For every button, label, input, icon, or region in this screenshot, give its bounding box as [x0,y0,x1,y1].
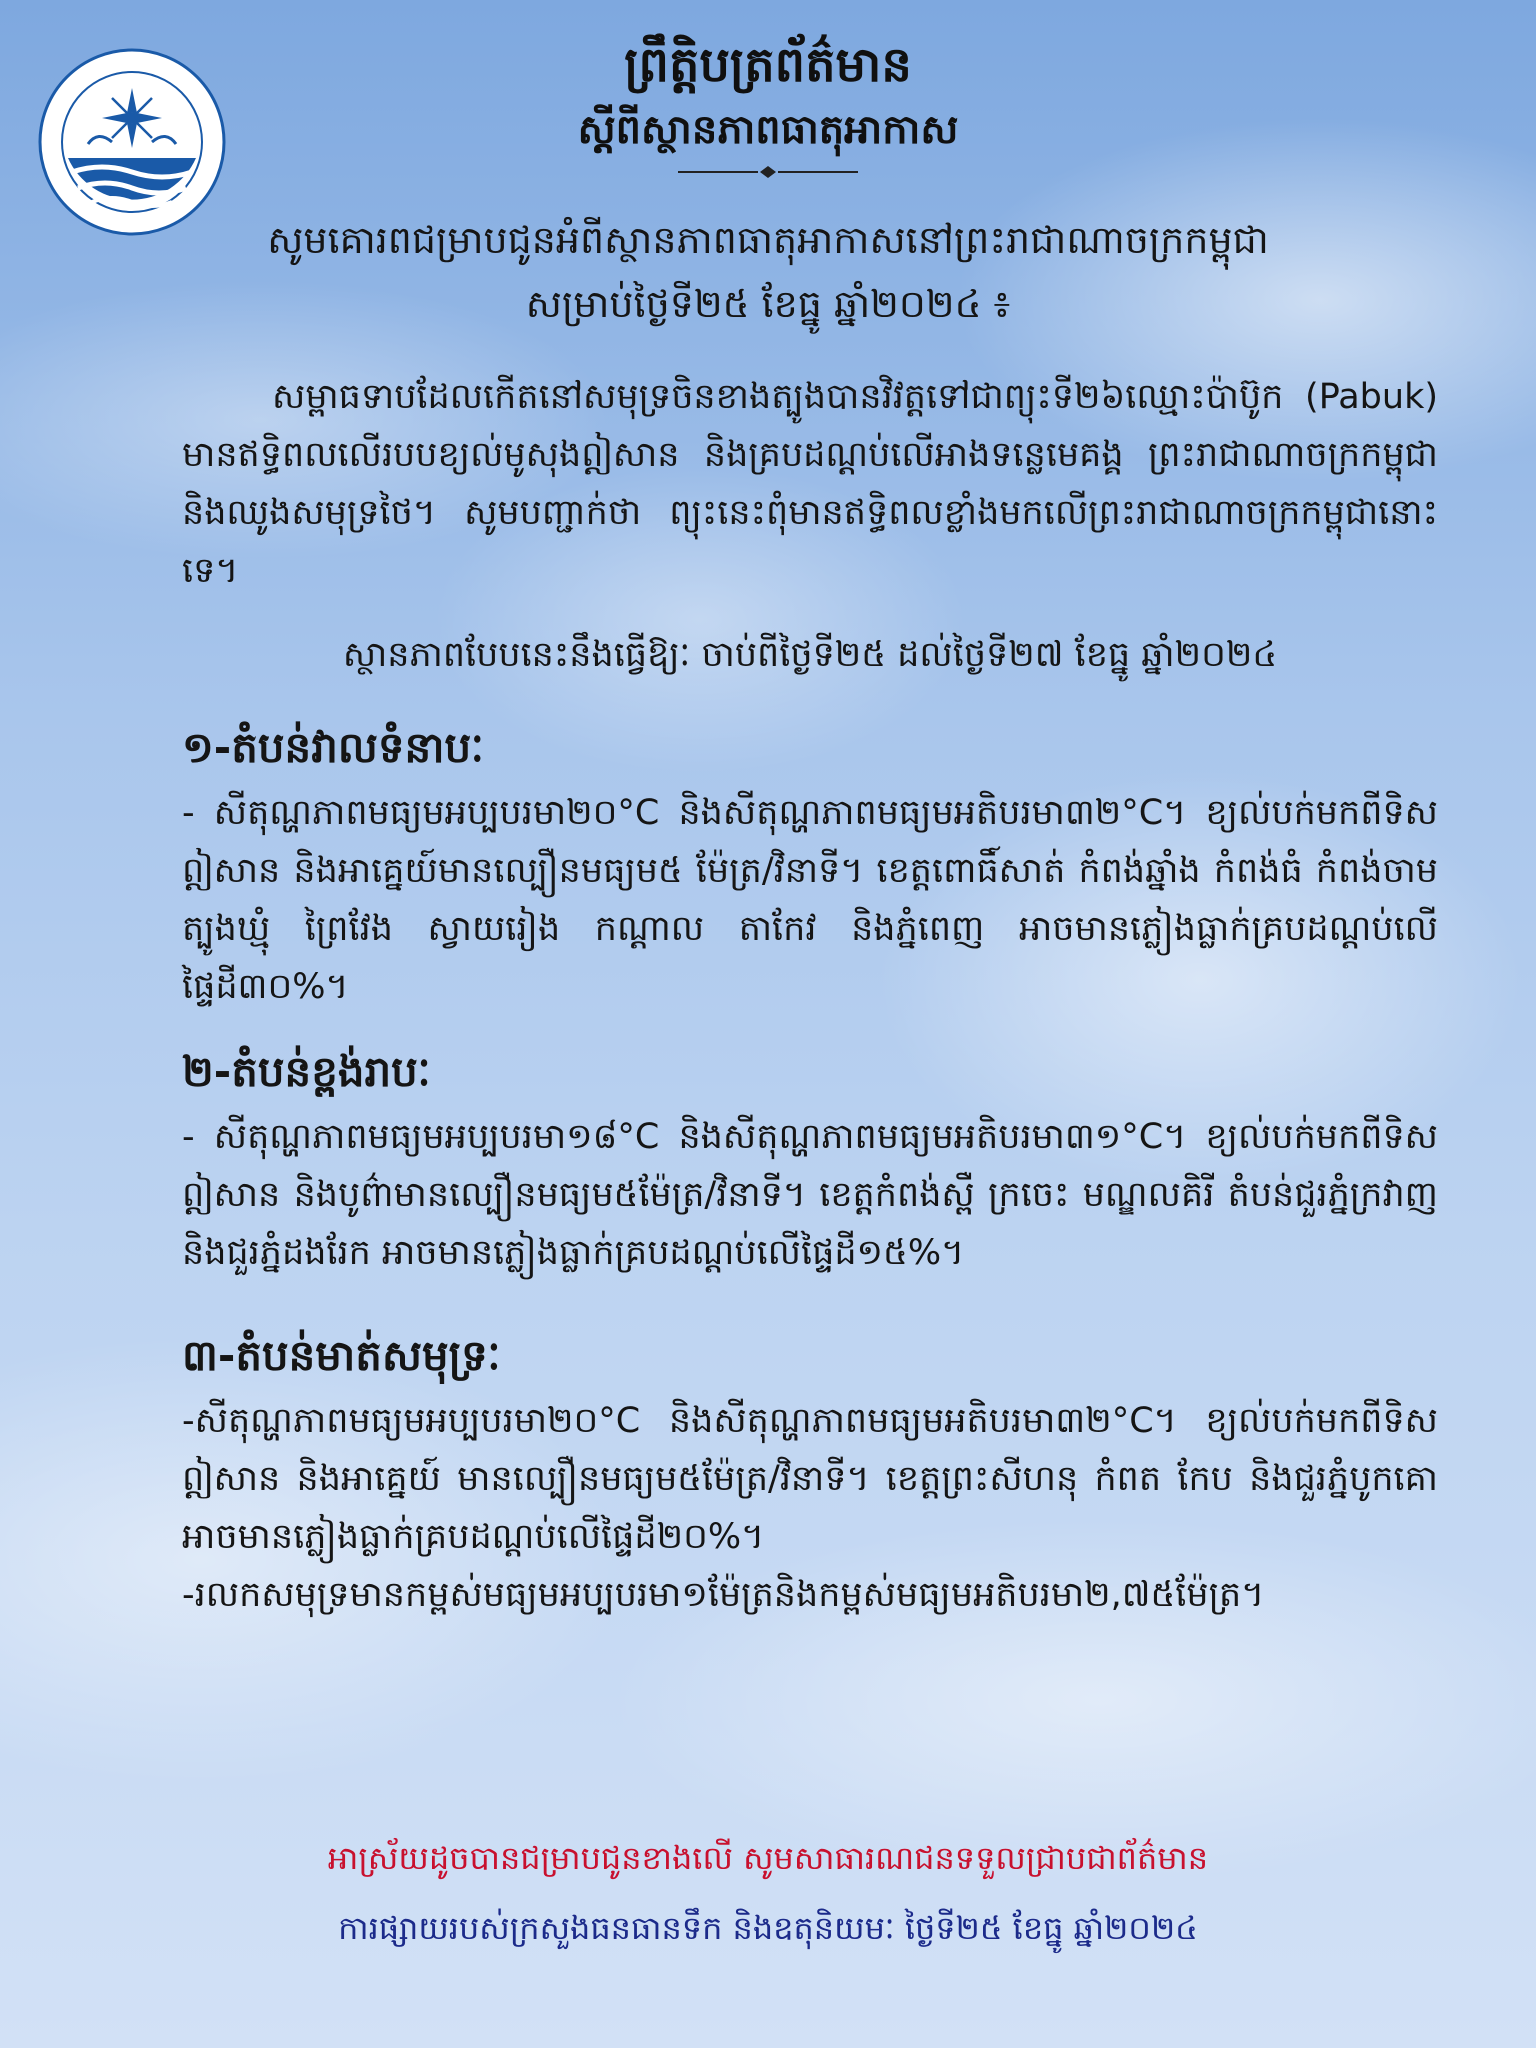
intro [0,208,1536,336]
intro-line-2: សម្រាប់ថ្ងៃទី២៥ ខែធ្នូ ឆ្នាំ២០២៤ ៖ [525,282,1011,326]
public-notice: អាស្រ័យដូចបានជម្រាបជូនខាងលើ សូមសាធារណជនទទួលជ្រាបជាព័ត៌មាន [327,1839,1209,1877]
header [0,30,1536,178]
bulletin-title: ព្រឹត្តិបត្រព័ត៌មាន [624,37,912,93]
section-text: -សីតុណ្ហភាពមធ្យមអប្បបរមា២០°C និងសីតុណ្ហភាពមធ្យមអតិបរមា៣២°C។ ខ្យល់បក់មកពីទិសឦសាន និងអាគ្នេយ៍ មានល្បឿនមធ្យម៥ម៉ែត្រ/វិនាទី។ ខេត្តព្រះសីហនុ កំពត កែប និងជួរភ្នំបូកគោ អាចមានភ្លៀងធ្លាក់គ្របដណ្តប់លើផ្ទៃដី២០%។ [182,1401,1438,1557]
publisher-line: ការផ្សាយរបស់ក្រសួងធនធានទឹក និងឧតុនិយមៈ ថ្ងៃទី២៥ ខែធ្នូ ឆ្នាំ២០២៤ [338,1909,1198,1947]
section-heading: ៣-តំបន់មាត់សមុទ្រៈ [182,1331,501,1380]
bulletin-body [182,368,1438,1624]
ornament-divider-icon [678,166,858,178]
section-text: - សីតុណ្ហភាពមធ្យមអប្បបរមា១៨°C និងសីតុណ្ហភាពមធ្យមអតិបរមា៣១°C។ ខ្យល់បក់មកពីទិសឦសាន និងបូព៌ាមានល្បឿនមធ្យម៥ម៉ែត្រ/វិនាទី។ ខេត្តកំពង់ស្ពឺ ក្រចេះ មណ្ឌលគិរី តំបន់ជួរភ្នំក្រវាញ និងជួរភ្នំដងរែក អាចមានភ្លៀងធ្លាក់គ្របដណ្តប់លើផ្ទៃដី១៥%។ [182,1117,1438,1273]
bulletin-subtitle: ស្តីពីស្ថានភាពធាតុអាកាស [577,107,959,153]
forecast-period: ស្ថានភាពបែបនេះនឹងធ្វើឱ្យៈ ចាប់ពីថ្ងៃទី២៥ ដល់ថ្ងៃទី២៧ ខែធ្នូ ឆ្នាំ២០២៤ [342,635,1278,675]
section-heading: ១-តំបន់វាលទំនាបៈ [182,723,484,772]
section-plateau [182,1042,1438,1282]
summary-paragraph: សម្ពាធទាបដែលកើតនៅសមុទ្រចិនខាងត្បូងបានវិវត្តទៅជាព្យុះទី២៦ឈ្មោះប៉ាប៊ូក (Pabuk) មានឥទ្ធិពលលើរបបខ្យល់មូសុងឦសាន និងគ្របដណ្តប់លើអាងទន្លេមេគង្គ ព្រះរាជាណាចក្រកម្ពុជា និងឈូងសមុទ្រថៃ។ សូមបញ្ជាក់ថា ព្យុះនេះពុំមានឥទ្ធិពលខ្លាំងមកលើព្រះរាជាណាចក្រកម្ពុជានោះទេ។ [182,377,1438,591]
section-lowland [182,718,1438,1016]
intro-line-1: សូមគោរពជម្រាបជូនអំពីស្ថានភាពធាតុអាកាសនៅព្រះរាជាណាចក្រកម្ពុជា [267,218,1269,262]
section-text-wave: -រលកសមុទ្រមានកម្ពស់មធ្យមអប្បបរមា១ម៉ែត្រនិងកម្ពស់មធ្យមអតិបរមា២,៧៥ម៉ែត្រ។ [182,1575,1265,1615]
section-heading: ២-តំបន់ខ្ពង់រាបៈ [182,1047,431,1096]
section-coastal [182,1326,1438,1624]
section-text: - សីតុណ្ហភាពមធ្យមអប្បបរមា២០°C និងសីតុណ្ហភាពមធ្យមអតិបរមា៣២°C។ ខ្យល់បក់មកពីទិសឦសាន និងអាគ្នេយ៍មានល្បឿនមធ្យម៥ ម៉ែត្រ/វិនាទី។ ខេត្តពោធិ៍សាត់ កំពង់ឆ្នាំង កំពង់ធំ កំពង់ចាម ត្បូងឃ្មុំ ព្រៃវែង ស្វាយរៀង កណ្តាល តាកែវ និងភ្នំពេញ អាចមានភ្លៀងធ្លាក់គ្របដណ្តប់លើផ្ទៃដី៣០%។ [182,793,1438,1007]
footer [0,1830,1536,1960]
